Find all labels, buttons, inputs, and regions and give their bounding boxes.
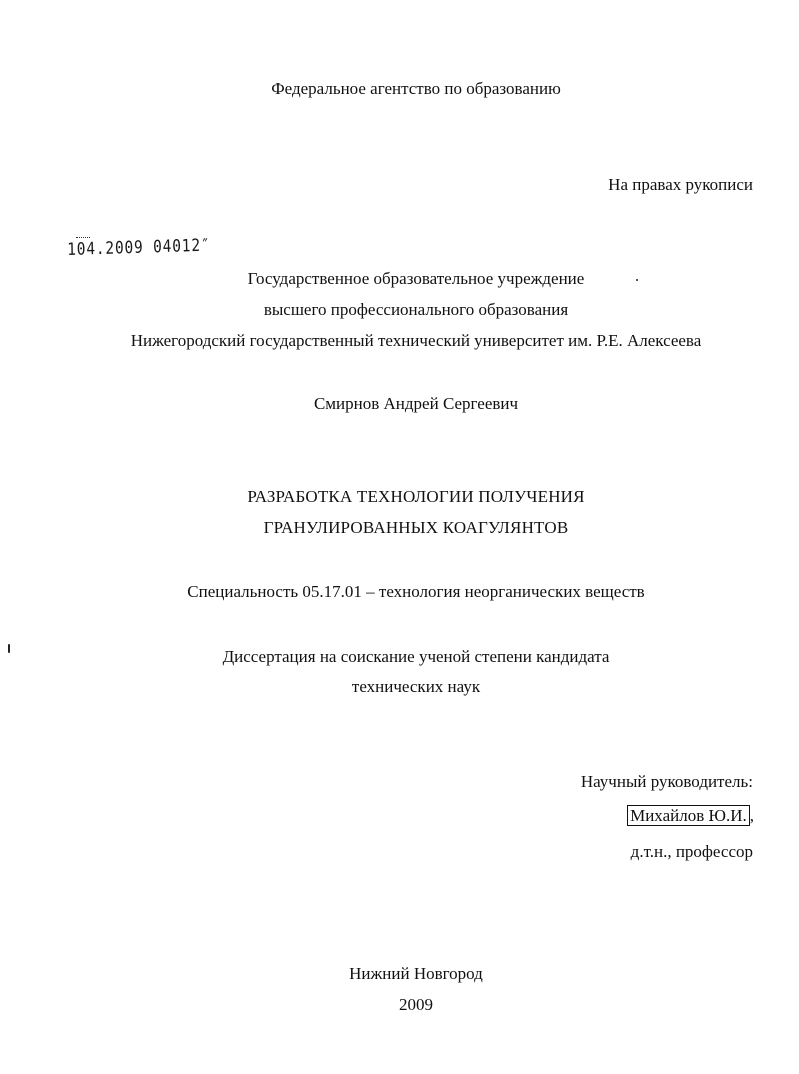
institution-line-1: Государственное образовательное учреждение <box>247 269 585 288</box>
supervisor-name: Михайлов Ю.И. <box>627 805 750 826</box>
specialty: Специальность 05.17.01 – технология неорганических веществ <box>187 582 645 601</box>
supervisor-name-row <box>627 805 754 826</box>
rights-notice: На правах рукописи <box>608 175 753 194</box>
supervisor-degree: д.т.н., профессор <box>630 842 753 861</box>
city: Нижний Новгород <box>349 964 483 983</box>
stamp-mark: ″ <box>200 235 211 256</box>
year: 2009 <box>399 995 433 1014</box>
thesis-title-line-2: ГРАНУЛИРОВАННЫХ КОАГУЛЯНТОВ <box>263 518 569 537</box>
supervisor-comma: , <box>749 806 754 825</box>
dissertation-line-2: технических наук <box>351 677 481 696</box>
agency-heading: Федеральное агентство по образованию <box>271 79 561 98</box>
registration-stamp <box>67 236 211 260</box>
dissertation-line-1: Диссертация на соискание ученой степени кандидата <box>222 647 610 666</box>
supervisor-label: Научный руководитель: <box>580 772 753 791</box>
stamp-code: 04.2009 04012 <box>76 235 202 260</box>
thesis-title-line-1: РАЗРАБОТКА ТЕХНОЛОГИИ ПОЛУЧЕНИЯ <box>247 487 585 506</box>
stamp-prefix: 1 <box>67 239 78 260</box>
institution-line-2: высшего профессионального образования <box>263 300 569 319</box>
institution-line-3: Нижегородский государственный технический университет им. Р.Е. Алексеева <box>130 331 702 350</box>
scan-speck <box>636 279 638 281</box>
author-name: Смирнов Андрей Сергеевич <box>313 394 519 413</box>
